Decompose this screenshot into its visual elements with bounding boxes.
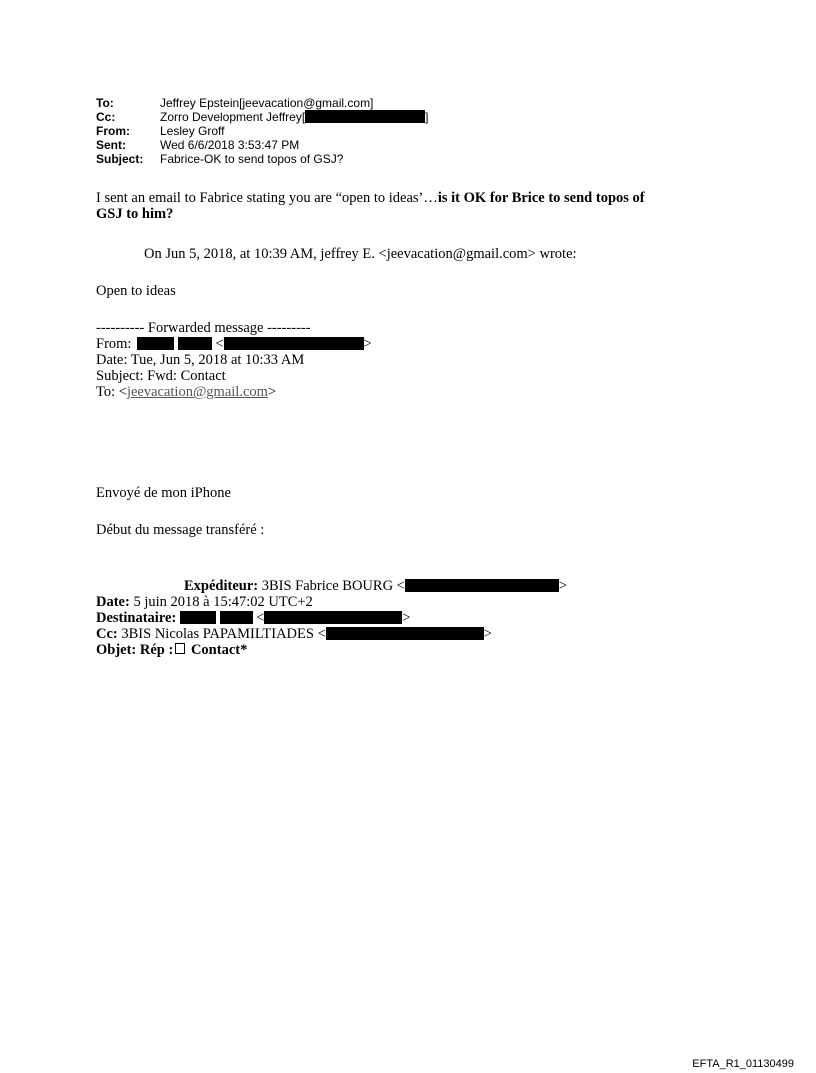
forwarded-message-block — [96, 320, 372, 400]
redaction-bar — [178, 337, 212, 350]
forwarded-from-gt: > — [363, 336, 372, 352]
to-label: To: — [96, 96, 114, 110]
expediteur-value: 3BIS Fabrice BOURG < — [258, 578, 405, 594]
document-id-footer: EFTA_R1_01130499 — [692, 1058, 794, 1070]
sent-label: Sent: — [96, 138, 126, 152]
french-cc-value: 3BIS Nicolas PAPAMILTIADES < — [117, 626, 326, 642]
destinataire-gt: > — [402, 610, 411, 626]
french-header-block — [96, 578, 567, 658]
redaction-bar — [137, 337, 174, 350]
objet-label: Objet: Rép : — [96, 642, 174, 658]
open-to-ideas-text: Open to ideas — [96, 283, 176, 299]
destinataire-line — [96, 610, 567, 626]
header-subject-row — [96, 152, 429, 166]
redaction-bar — [326, 627, 484, 640]
forwarded-from-line — [96, 336, 372, 352]
forwarded-to-line — [96, 384, 372, 400]
subject-label: Subject: — [96, 152, 144, 166]
forwarded-to-suffix: > — [267, 384, 277, 400]
redaction-bar — [305, 110, 425, 123]
subject-value: Fabrice-OK to send topos of GSJ? — [160, 152, 344, 166]
french-date-label: Date: — [96, 594, 130, 610]
french-cc-gt: > — [483, 626, 492, 642]
email-header — [96, 96, 429, 166]
objet-line — [96, 642, 567, 658]
cc-value-suffix: ] — [425, 110, 429, 124]
forwarded-from-lt: < — [215, 336, 224, 352]
forwarded-separator: ---------- Forwarded message --------- — [96, 320, 311, 336]
french-date-value: 5 juin 2018 à 15:47:02 UTC+2 — [129, 594, 313, 610]
forwarded-to-email-link[interactable]: jeevacation@gmail.com — [126, 384, 268, 400]
quote-attribution: On Jun 5, 2018, at 10:39 AM, jeffrey E. <jeevacation@gmail.com> wrote: — [144, 246, 577, 262]
cc-value-prefix: Zorro Development Jeffrey[ — [160, 110, 306, 124]
objet-value: Contact* — [187, 642, 248, 658]
french-cc-line — [96, 626, 567, 642]
french-date-line — [96, 594, 567, 610]
header-from-row — [96, 124, 429, 138]
sent-value: Wed 6/6/2018 3:53:47 PM — [160, 138, 300, 152]
expediteur-line — [96, 578, 567, 594]
transfer-start-text: Début du message transféré : — [96, 522, 265, 538]
expediteur-gt: > — [558, 578, 568, 594]
redaction-bar — [180, 611, 216, 624]
intro-bold-text-1: is it OK for Brice to send topos of — [437, 190, 645, 206]
redaction-bar — [264, 611, 402, 624]
from-value: Lesley Groff — [160, 124, 225, 138]
french-cc-label: Cc: — [96, 626, 118, 642]
sent-from-iphone: Envoyé de mon iPhone — [96, 485, 231, 501]
forwarded-to-prefix: To: < — [96, 384, 127, 400]
intro-paragraph — [96, 190, 645, 222]
redaction-bar — [224, 337, 364, 350]
cc-value — [160, 110, 429, 124]
header-sent-row — [96, 138, 429, 152]
forwarded-date-line: Date: Tue, Jun 5, 2018 at 10:33 AM — [96, 352, 305, 368]
header-cc-row — [96, 110, 429, 124]
intro-plain-text: I sent an email to Fabrice stating you are “open to ideas’… — [96, 190, 438, 206]
destinataire-lt: < — [256, 610, 265, 626]
redaction-bar — [220, 611, 253, 624]
forwarded-subject-line: Subject: Fwd: Contact — [96, 368, 226, 384]
header-to-row — [96, 96, 429, 110]
destinataire-label: Destinataire: — [96, 610, 177, 626]
redaction-bar — [405, 579, 559, 592]
expediteur-label: Expéditeur: — [184, 578, 259, 594]
forwarded-from-label: From: — [96, 336, 132, 352]
missing-glyph-box-icon — [175, 643, 185, 654]
intro-bold-text-2: GSJ to him? — [96, 206, 174, 222]
from-label: From: — [96, 124, 130, 138]
cc-label: Cc: — [96, 110, 116, 124]
to-value: Jeffrey Epstein[jeevacation@gmail.com] — [160, 96, 374, 110]
